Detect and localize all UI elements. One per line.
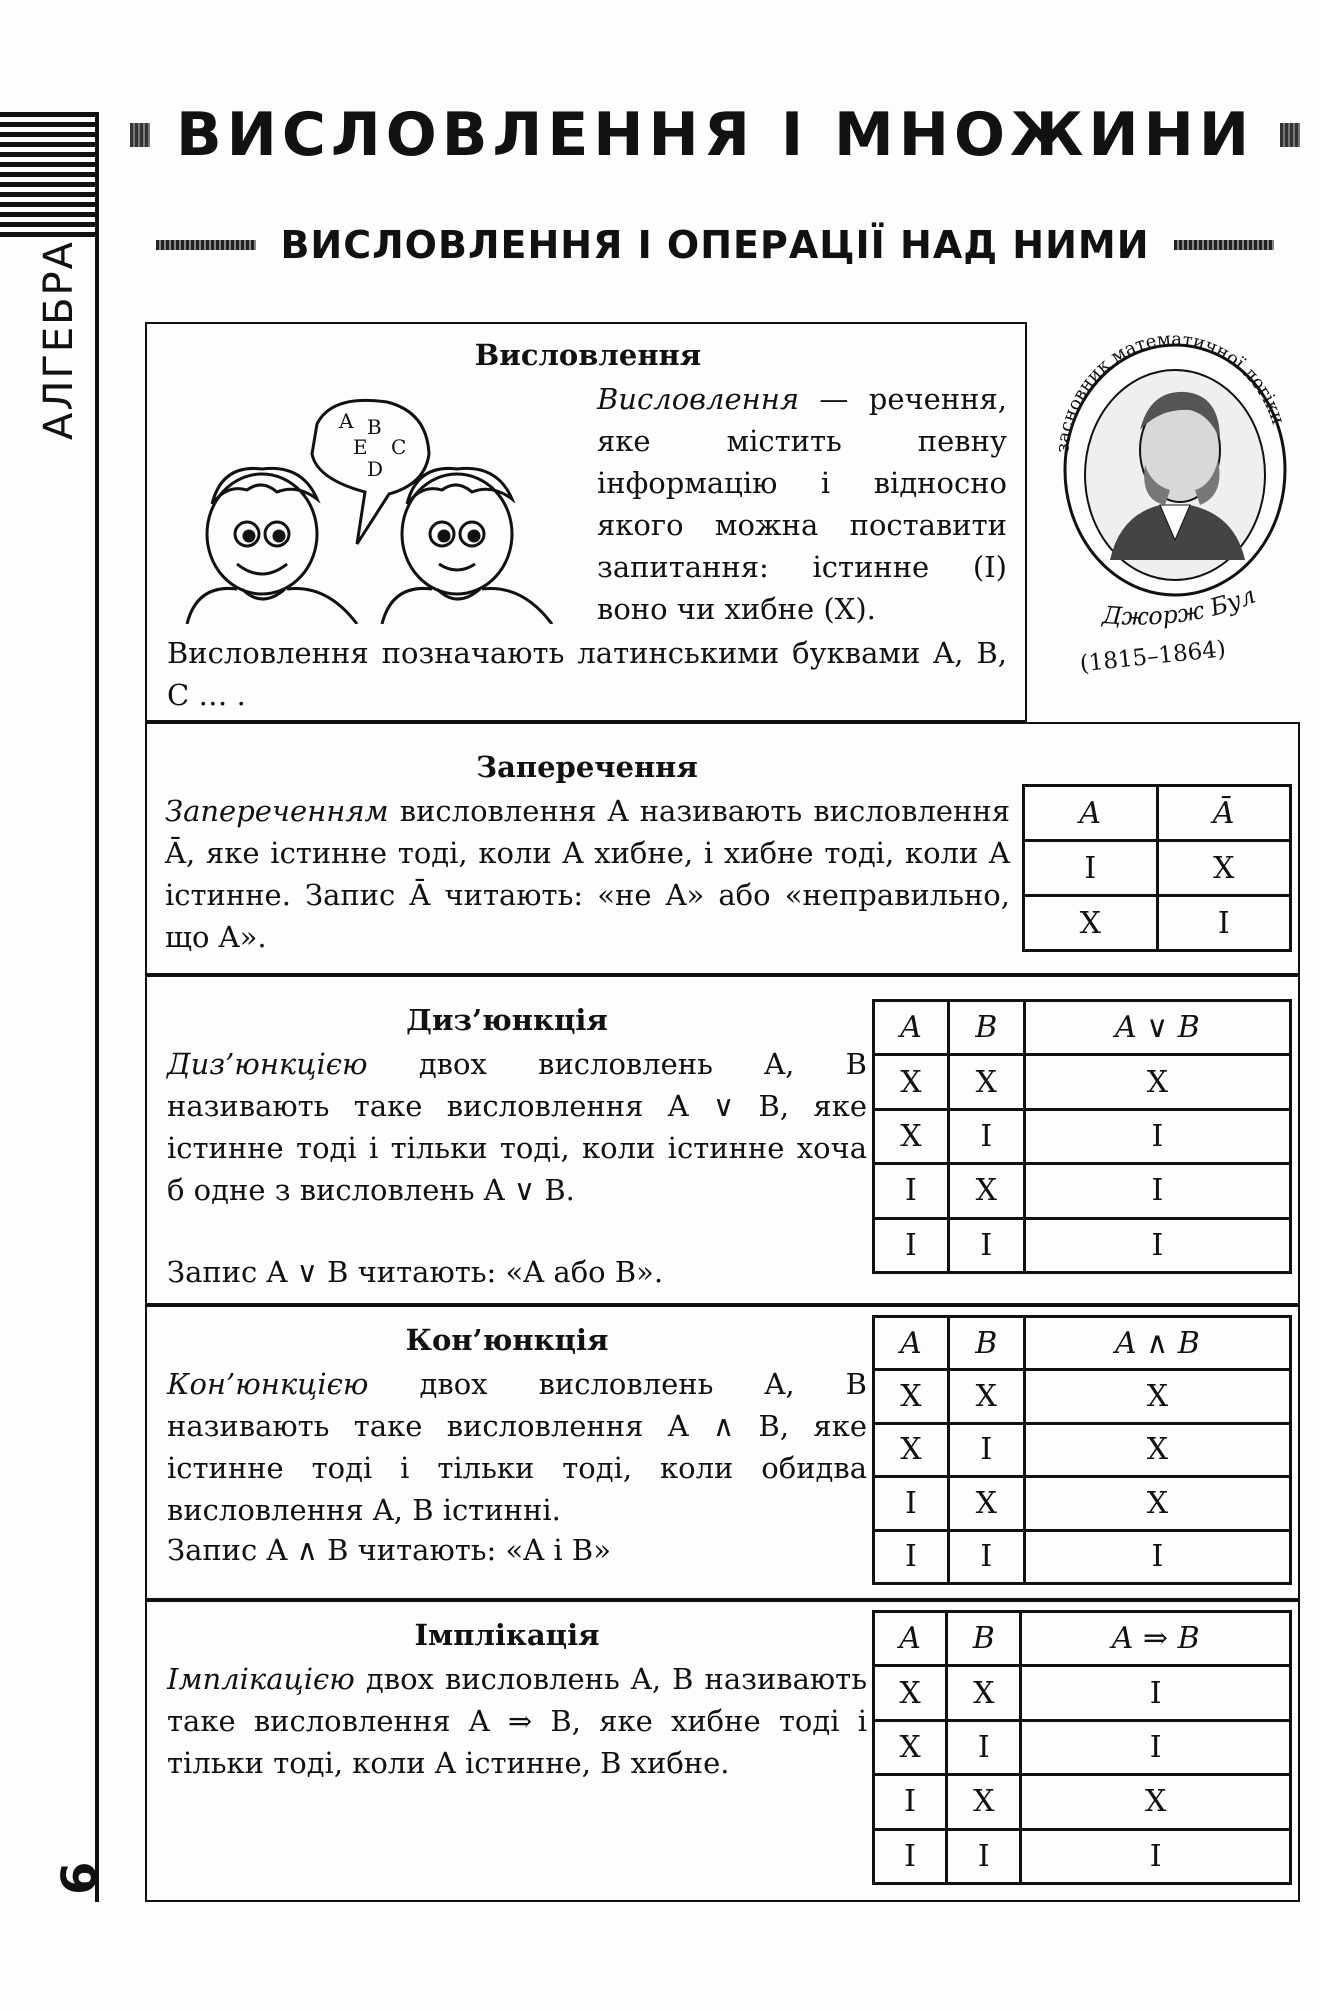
- table-header-row: [1024, 786, 1291, 841]
- table-header-row: [874, 1001, 1291, 1055]
- conjunction-truth-table: [872, 1315, 1292, 1585]
- bubble-letter-a: A: [339, 409, 354, 433]
- table-header-row: [874, 1317, 1291, 1370]
- table-cell: І: [874, 1164, 949, 1218]
- bubble-letter-d: D: [367, 457, 384, 481]
- table-cell: Х: [1024, 1477, 1290, 1530]
- table-cell: І: [947, 1720, 1021, 1774]
- table-cell: І: [874, 1477, 949, 1530]
- disjunction-definition: двох висловлень A, B називають таке висловлення A ∨ B, яке істинне тоді і тільки тоді, коли істинне хоча б одне з висловлень A ∨ B.: [167, 1047, 867, 1207]
- negation-truth-table: [1022, 784, 1292, 952]
- table-cell: І: [874, 1775, 947, 1829]
- table-row: [874, 1477, 1291, 1530]
- table-cell: І: [874, 1829, 947, 1883]
- implication-section: [145, 1600, 1300, 1902]
- table-cell: І: [1024, 1530, 1290, 1583]
- table-header-cell: A: [874, 1612, 947, 1666]
- table-header-cell: A: [874, 1001, 949, 1055]
- table-cell: Х: [1024, 1423, 1290, 1476]
- table-cell: Х: [947, 1775, 1021, 1829]
- page-title: [130, 100, 1300, 170]
- table-cell: І: [874, 1530, 949, 1583]
- table-row: [874, 1829, 1291, 1883]
- table-header-cell: B: [948, 1317, 1024, 1370]
- table-cell: Х: [874, 1720, 947, 1774]
- table-cell: Х: [874, 1666, 947, 1720]
- table-cell: І: [1021, 1829, 1291, 1883]
- table-cell: І: [1021, 1720, 1291, 1774]
- table-header-cell: A: [1024, 786, 1158, 841]
- table-row: [874, 1218, 1291, 1272]
- table-cell: І: [1024, 1109, 1290, 1163]
- page-title-text: ВИСЛОВЛЕННЯ І МНОЖИНИ: [175, 100, 1255, 170]
- implication-heading: Імплікація: [414, 1618, 600, 1652]
- table-row: [874, 1720, 1291, 1774]
- table-header-cell: A ⇒ B: [1021, 1612, 1291, 1666]
- table-cell: І: [948, 1423, 1024, 1476]
- conjunction-heading: Кон’юнкція: [405, 1323, 609, 1357]
- disjunction-reading: Запис A ∨ B читають: «A або B».: [167, 1255, 664, 1289]
- disjunction-text: [167, 1043, 867, 1211]
- bubble-letter-c: C: [391, 435, 407, 459]
- conjunction-term: Кон’юнкцією: [167, 1367, 369, 1401]
- statement-section: [145, 322, 1027, 722]
- table-cell: Х: [1024, 896, 1158, 951]
- portrait-name: Джорж Бул: [1101, 580, 1260, 631]
- table-cell: Х: [1021, 1775, 1291, 1829]
- table-row: [874, 1055, 1291, 1109]
- implication-text: [167, 1658, 867, 1784]
- margin-rule: [95, 112, 99, 1902]
- section-subtitle-text: ВИСЛОВЛЕННЯ І ОПЕРАЦІЇ НАД НИМИ: [280, 223, 1150, 267]
- table-cell: Х: [1024, 1055, 1290, 1109]
- portrait-years: (1815–1864): [1078, 636, 1228, 678]
- table-header-cell: A ∨ B: [1024, 1001, 1290, 1055]
- table-cell: Х: [1157, 841, 1291, 896]
- table-cell: І: [1024, 841, 1158, 896]
- title-bar-right: [1280, 123, 1300, 147]
- statement-definition: [597, 378, 1007, 630]
- bubble-letter-b: B: [367, 415, 382, 439]
- page-number-text: 6: [52, 1861, 108, 1895]
- disjunction-truth-table: [872, 999, 1292, 1274]
- table-cell: Х: [1024, 1370, 1290, 1423]
- boys-illustration: [167, 384, 587, 624]
- table-cell: І: [947, 1829, 1021, 1883]
- table-header-row: [874, 1612, 1291, 1666]
- table-cell: Х: [948, 1164, 1024, 1218]
- title-bar-left: [130, 123, 150, 147]
- table-header-cell: A: [874, 1317, 949, 1370]
- negation-definition: висловлення A називають висловлення Ā, яке істинне тоді, коли A хибне, і хибне тоді, коли A істинне. Запис Ā читають: «не A» або «неправильно, що A».: [165, 794, 1010, 954]
- table-row: [874, 1775, 1291, 1829]
- section-subtitle: [130, 215, 1300, 275]
- table-cell: І: [948, 1530, 1024, 1583]
- statement-notation: Висловлення позначають латинськими буквами A, B, C … .: [167, 636, 1007, 712]
- table-cell: Х: [948, 1477, 1024, 1530]
- statement-definition-text: — речення, яке містить певну інформацію і відносно якого можна поставити запитання: істинне (І) воно чи хибне (Х).: [597, 382, 1007, 626]
- table-cell: Х: [948, 1055, 1024, 1109]
- portrait-arc-caption: засновник математичної логіки: [1052, 328, 1289, 454]
- table-row: [1024, 896, 1291, 951]
- margin-stripe-decoration: [0, 112, 95, 242]
- table-row: [874, 1109, 1291, 1163]
- bubble-letter-e: E: [353, 435, 368, 459]
- subject-text: АЛГЕБРА: [36, 239, 82, 440]
- table-header-cell: A ∧ B: [1024, 1317, 1290, 1370]
- negation-term: Запереченням: [165, 794, 389, 828]
- boole-portrait: [1040, 300, 1300, 680]
- table-cell: І: [948, 1109, 1024, 1163]
- disjunction-term: Диз’юнкцією: [167, 1047, 368, 1081]
- subtitle-bar-left: [156, 240, 256, 250]
- table-header-cell: B: [947, 1612, 1021, 1666]
- implication-term: Імплікацією: [167, 1662, 355, 1696]
- table-cell: Х: [874, 1370, 949, 1423]
- implication-definition: двох висловлень A, B називають таке висловлення A ⇒ B, яке хибне тоді і тільки тоді, коли A істинне, B хибне.: [167, 1662, 867, 1780]
- disjunction-heading: Диз’юнкція: [406, 1003, 608, 1037]
- table-cell: Х: [874, 1109, 949, 1163]
- table-row: [874, 1530, 1291, 1583]
- table-cell: Х: [948, 1370, 1024, 1423]
- statement-term: Висловлення: [597, 382, 800, 416]
- table-row: [874, 1164, 1291, 1218]
- portrait-medallion: [1040, 300, 1300, 680]
- table-cell: І: [1021, 1666, 1291, 1720]
- conjunction-section: [145, 1305, 1300, 1600]
- table-row: [874, 1666, 1291, 1720]
- table-row: [874, 1370, 1291, 1423]
- conjunction-reading: Запис A ∧ B читають: «A і B»: [167, 1533, 611, 1567]
- conjunction-definition: двох висловлень A, B називають таке висловлення A ∧ B, яке істинне тоді і тільки тоді, коли обидва висловлення A, B істинні.: [167, 1367, 867, 1527]
- statement-heading: Висловлення: [474, 338, 702, 372]
- negation-text: [165, 790, 1010, 958]
- implication-truth-table: [872, 1610, 1292, 1885]
- table-cell: Х: [874, 1423, 949, 1476]
- subtitle-bar-right: [1174, 240, 1274, 250]
- table-cell: І: [948, 1218, 1024, 1272]
- table-header-cell: Ā: [1157, 786, 1291, 841]
- negation-heading: Заперечення: [476, 750, 698, 784]
- table-cell: Х: [947, 1666, 1021, 1720]
- table-header-cell: B: [948, 1001, 1024, 1055]
- table-cell: І: [1024, 1218, 1290, 1272]
- table-row: [874, 1423, 1291, 1476]
- table-cell: І: [874, 1218, 949, 1272]
- negation-section: [145, 722, 1300, 975]
- table-cell: Х: [874, 1055, 949, 1109]
- table-row: [1024, 841, 1291, 896]
- disjunction-section: [145, 975, 1300, 1305]
- table-cell: І: [1157, 896, 1291, 951]
- conjunction-text: [167, 1363, 867, 1531]
- table-cell: І: [1024, 1164, 1290, 1218]
